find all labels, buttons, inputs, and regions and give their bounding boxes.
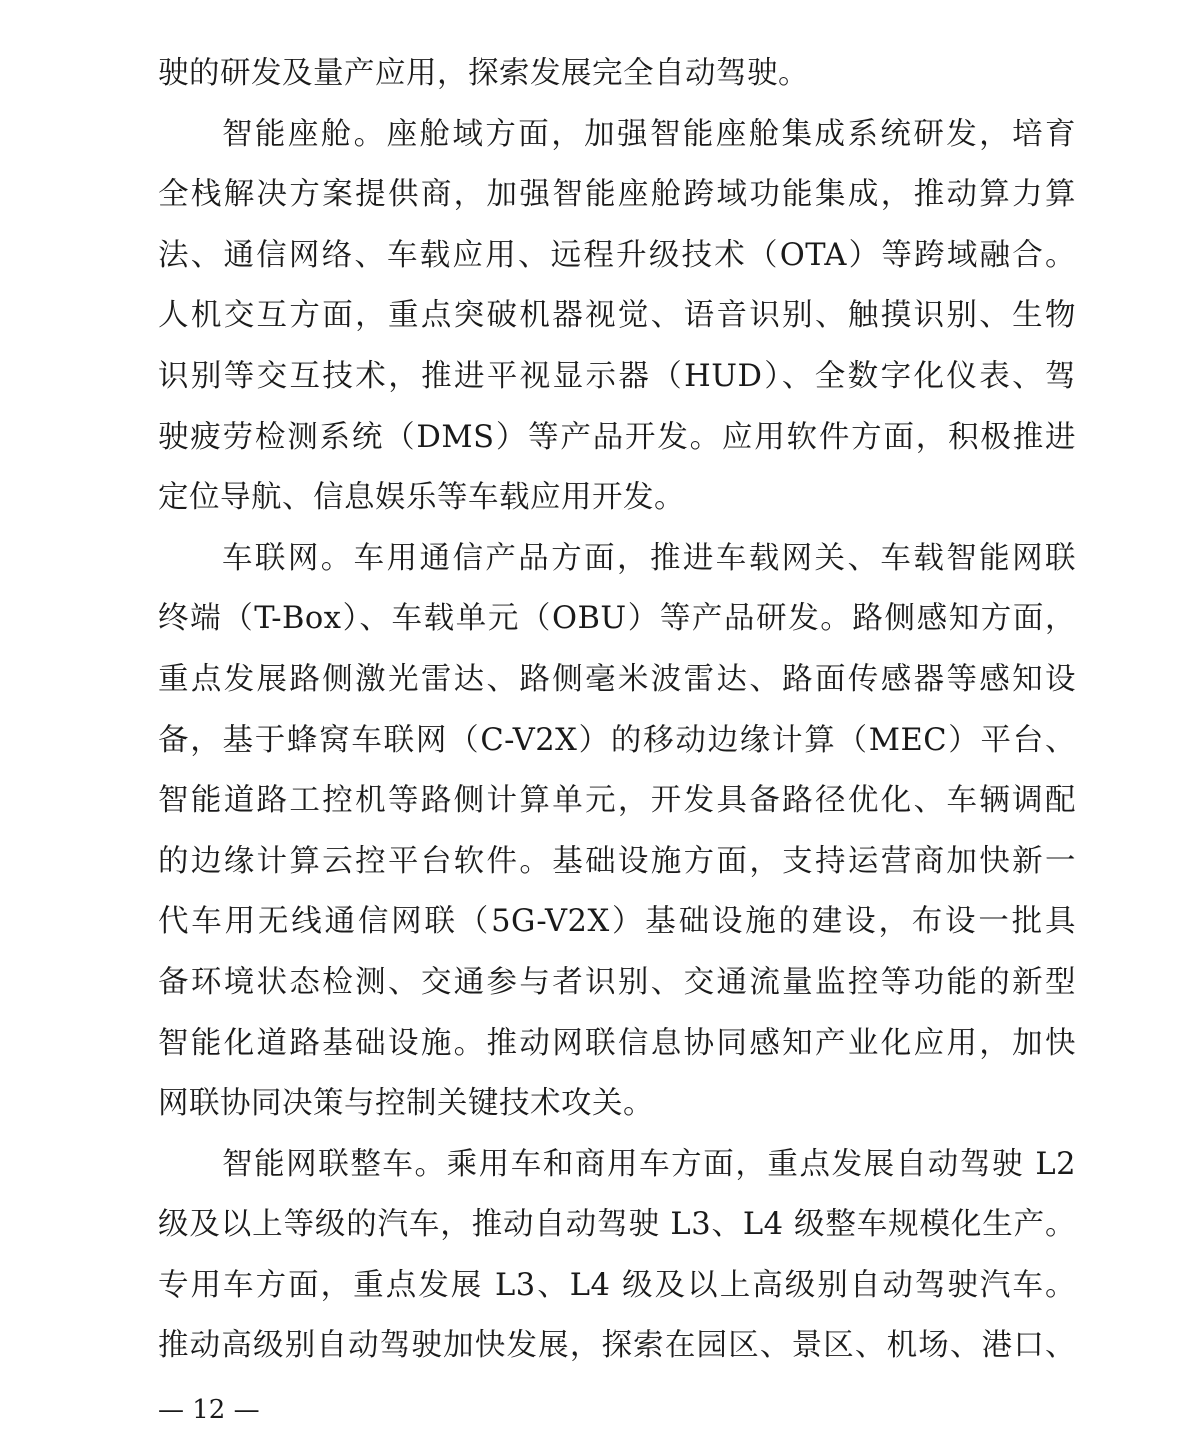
paragraph-start-line: 智能网联整车。乘用车和商用车方面，重点发展自动驾驶 L2 xyxy=(222,1146,1076,1182)
text-line: 驶疲劳检测系统（DMS）等产品开发。应用软件方面，积极推进 xyxy=(158,419,1076,455)
text-line: 定位导航、信息娱乐等车载应用开发。 xyxy=(158,480,685,516)
text-line: 的边缘计算云控平台软件。基础设施方面，支持运营商加快新一 xyxy=(158,843,1076,879)
text-line: 驶的研发及量产应用，探索发展完全自动驾驶。 xyxy=(158,56,809,91)
text-line: 人机交互方面，重点突破机器视觉、语音识别、触摸识别、生物 xyxy=(158,298,1076,334)
text-line: 识别等交互技术，推进平视显示器（HUD）、全数字化仪表、驾 xyxy=(158,358,1076,394)
text-line: 级及以上等级的汽车，推动自动驾驶 L3、L4 级整车规模化生产。 xyxy=(158,1207,1076,1243)
page-number: — 12 — xyxy=(158,1395,260,1425)
paragraph-start-line: 智能座舱。座舱域方面，加强智能座舱集成系统研发，培育 xyxy=(222,116,1076,152)
text-line: 代车用无线通信网联（5G-V2X）基础设施的建设，布设一批具 xyxy=(158,904,1076,940)
text-line: 法、通信网络、车载应用、远程升级技术（OTA）等跨域融合。 xyxy=(158,237,1076,273)
text-line: 备环境状态检测、交通参与者识别、交通流量监控等功能的新型 xyxy=(158,964,1076,1000)
text-line: 智能化道路基础设施。推动网联信息协同感知产业化应用，加快 xyxy=(158,1025,1076,1061)
text-line: 终端（T-Box）、车载单元（OBU）等产品研发。路侧感知方面， xyxy=(158,601,1076,637)
text-line: 全栈解决方案提供商，加强智能座舱跨域功能集成，推动算力算 xyxy=(158,177,1076,213)
text-line: 推动高级别自动驾驶加快发展，探索在园区、景区、机场、港口、 xyxy=(158,1328,1076,1364)
paragraph-start-line: 车联网。车用通信产品方面，推进车载网关、车载智能网联 xyxy=(222,540,1076,576)
text-line: 重点发展路侧激光雷达、路侧毫米波雷达、路面传感器等感知设 xyxy=(158,661,1076,697)
text-line: 备，基于蜂窝车联网（C-V2X）的移动边缘计算（MEC）平台、 xyxy=(158,722,1076,758)
text-line: 智能道路工控机等路侧计算单元，开发具备路径优化、车辆调配 xyxy=(158,783,1076,819)
text-line: 专用车方面，重点发展 L3、L4 级及以上高级别自动驾驶汽车。 xyxy=(158,1267,1076,1303)
document-body xyxy=(158,44,1076,1377)
text-line: 网联协同决策与控制关键技术攻关。 xyxy=(158,1086,654,1122)
